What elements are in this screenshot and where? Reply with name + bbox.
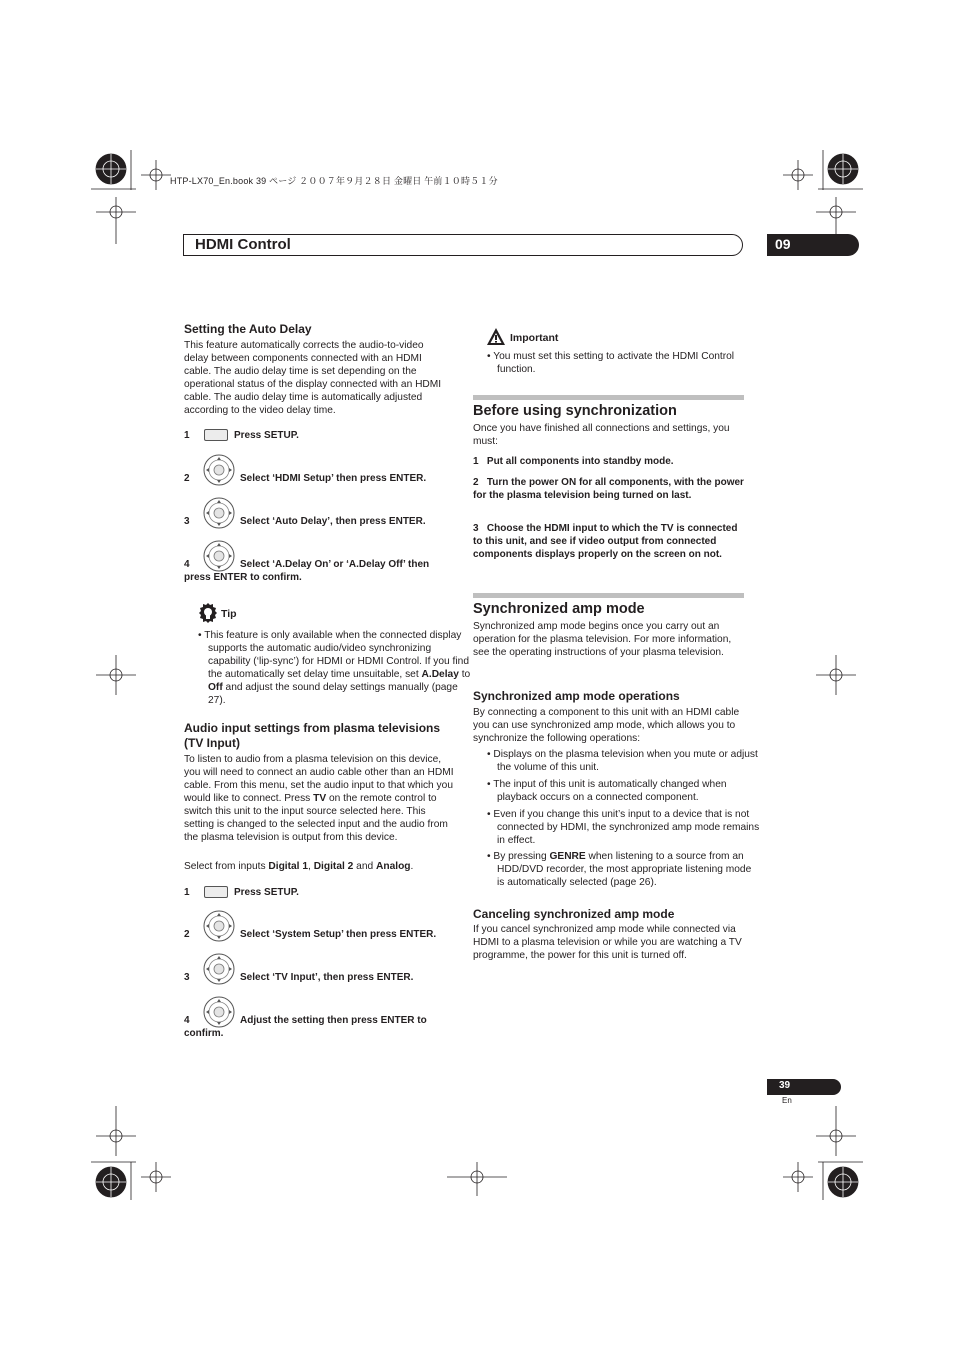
step-text: Select ‘A.Delay On’ or ‘A.Delay Off’ then	[240, 559, 430, 570]
lightbulb-icon	[196, 602, 220, 626]
sync-step: 1 Put all components into standby mode.	[473, 456, 674, 467]
section-rule	[473, 395, 744, 400]
step-text: Select ‘TV Input’, then press ENTER.	[240, 972, 414, 983]
sync-step: 2 Turn the power ON for all components, with the power for the plasma television being turned on last.	[473, 477, 744, 501]
step-text: Press SETUP.	[234, 430, 299, 441]
cancel-sync-body: If you cancel synchronized amp mode while connected via HDMI to a plasma television or while you are watching a TV programme, the power for this unit is turned off.	[473, 924, 742, 961]
sync-ops-bullet: • Displays on the plasma television when you mute or adjust the volume of this unit.	[487, 749, 758, 773]
step-number: 2	[184, 929, 190, 940]
step-number: 1	[184, 887, 190, 898]
heading-tv-input-line2: (TV Input)	[184, 736, 240, 750]
step-number: 4	[184, 559, 190, 570]
heading-sync-amp: Synchronized amp mode	[473, 601, 645, 617]
sync-step: 3 Choose the HDMI input to which the TV is connected to this unit, and see if video output from connected components displays properly on the screen on not.	[473, 523, 738, 560]
dial-icon	[203, 497, 235, 529]
section-rule	[473, 593, 744, 598]
dial-icon	[203, 540, 235, 572]
heading-cancel-sync: Canceling synchronized amp mode	[473, 907, 675, 921]
step-number: 4	[184, 1015, 190, 1026]
heading-tv-input: Audio input settings from plasma televisions	[184, 721, 441, 735]
sync-ops-bullet: • By pressing GENRE when listening to a source from an HDD/DVD recorder, the most appropriate listening mode is automatically selected (page 26).	[487, 851, 752, 888]
page-language: En	[782, 1096, 792, 1105]
step-text: Press SETUP.	[234, 887, 299, 898]
dial-icon	[203, 996, 235, 1028]
step-text: Select ‘Auto Delay’, then press ENTER.	[240, 516, 426, 527]
setup-button-icon	[204, 429, 228, 441]
chapter-number: 09	[775, 236, 791, 252]
important-label: Important	[510, 332, 559, 344]
sync-ops-bullet: • The input of this unit is automatically changed when playback occurs on a connected component.	[487, 779, 727, 803]
setup-button-icon	[204, 886, 228, 898]
heading-before-sync: Before using synchronization	[473, 403, 677, 419]
heading-auto-delay: Setting the Auto Delay	[184, 322, 312, 336]
sync-amp-intro: Synchronized amp mode begins once you carry out an operation for the plasma television. For more information, see the operating instructions of your plasma television.	[473, 621, 732, 658]
warning-icon	[486, 327, 506, 347]
print-meta-line: HTP-LX70_En.book 39 ページ ２００７年９月２８日 金曜日 午前１０時５１分	[170, 176, 498, 186]
important-text: • You must set this setting to activate the HDMI Control function.	[487, 351, 735, 375]
tv-input-body: To listen to audio from a plasma television on this device, you will need to connect an audio cable other than an HDMI cable. From this menu, set the audio input to that which you would like to connect. Press TV on the remote control to switch this unit to the input source selected here. This setting is changed to the selected input and the audio from the plasma television is output from this device.	[184, 754, 454, 843]
tip-text: • This feature is only available when the connected display supports the automatic audio/video synchronizing capability (‘lip-sync’) for HDMI or HDMI Control. If you find the automatically set delay time unsuitable, set A.Delay to Off and adjust the sound delay settings manually (page 27).	[198, 630, 471, 706]
before-sync-intro: Once you have finished all connections and settings, you must:	[473, 423, 730, 447]
step-number: 3	[184, 516, 190, 527]
step-text-continued: confirm.	[184, 1028, 224, 1039]
page-title: HDMI Control	[195, 236, 291, 253]
step-text: Select ‘HDMI Setup’ then press ENTER.	[240, 473, 427, 484]
tv-input-select-line: Select from inputs Digital 1, Digital 2 and Analog.	[184, 861, 414, 872]
dial-icon	[203, 910, 235, 942]
step-text-continued: press ENTER to confirm.	[184, 572, 302, 583]
page-number: 39	[779, 1080, 791, 1091]
dial-icon	[203, 454, 235, 486]
dial-icon	[203, 953, 235, 985]
step-number: 2	[184, 473, 190, 484]
auto-delay-body: This feature automatically corrects the audio-to-video delay between components connected with an HDMI cable. The audio delay time is set depending on the operational status of the display connected with an HDMI cable. The audio delay time is automatically adjusted according to the video delay time.	[184, 340, 442, 416]
tip-label: Tip	[221, 608, 237, 620]
step-number: 3	[184, 972, 190, 983]
sync-ops-intro: By connecting a component to this unit with an HDMI cable you can use synchronized amp mode, which allows you to synchronize the following operations:	[473, 707, 740, 744]
heading-sync-ops: Synchronized amp mode operations	[473, 689, 680, 703]
step-text: Adjust the setting then press ENTER to	[240, 1015, 427, 1026]
step-text: Select ‘System Setup’ then press ENTER.	[240, 929, 437, 940]
sync-ops-bullet: • Even if you change this unit’s input to a device that is not connected by HDMI, the synchronized amp mode remains in effect.	[487, 809, 760, 846]
step-number: 1	[184, 430, 190, 441]
